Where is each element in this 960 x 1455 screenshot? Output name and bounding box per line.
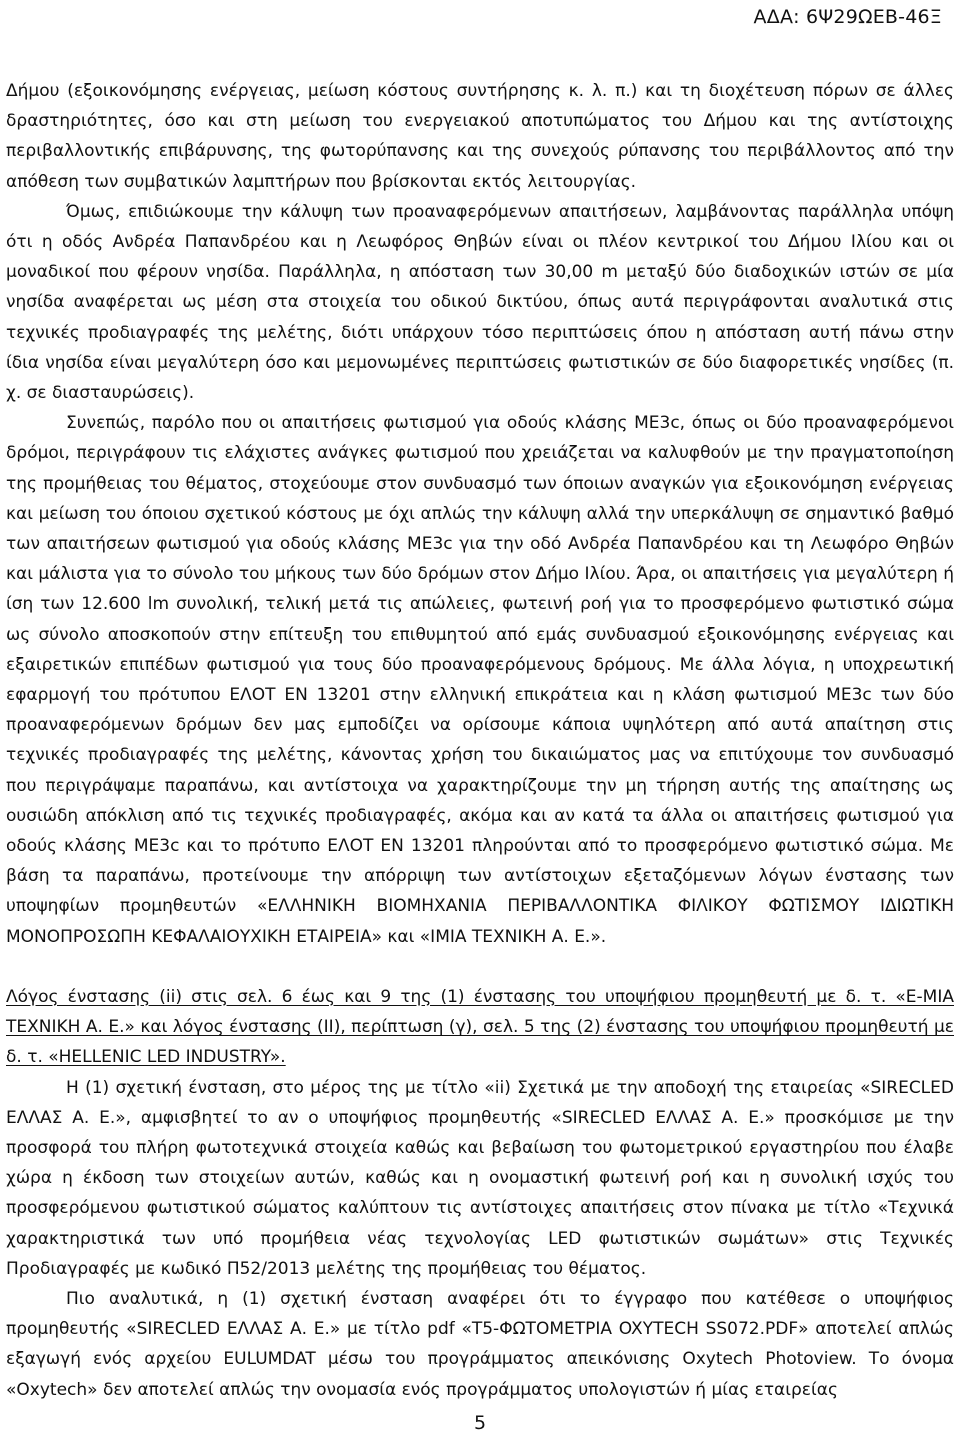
paragraph-gap bbox=[6, 952, 954, 982]
paragraph: Όμως, επιδιώκουμε την κάλυψη των προαναφερόμενων απαιτήσεων, λαμβάνοντας παράλληλα υπόψη ότι η οδός Ανδρέα Παπανδρέου και η Λεωφόρος Θηβών είναι οι πλέον κεντρικοί του Δήμου Ιλίου και οι μοναδικοί που φέρουν νησίδα. Παράλληλα, η απόσταση των 30,00 m μεταξύ δύο διαδοχικών ιστών σε μία νησίδα αναφέρεται ως μέση στα στοιχεία του οδικού δικτύου, όπως αυτά περιγράφονται αναλυτικά στις τεχνικές προδιαγραφές της μελέτης, διότι υπάρχουν τόσο περιπτώσεις όπου η απόσταση αυτή πάνω στην ίδια νησίδα είναι μεγαλύτερη όσο και μεμονωμένες περιπτώσεις φωτιστικών σε δύο διαφορετικές νησίδες (π. χ. σε διασταυρώσεις). bbox=[6, 201, 954, 404]
paragraph: Η (1) σχετική ένσταση, στο μέρος της με τίτλο «ii) Σχετικά με την αποδοχή της εταιρείας «SIRECLED ΕΛΛΑΣ Α. Ε.», αμφισβητεί το αν ο υποψήφιος προμηθευτής «SIRECLED ΕΛΛΑΣ Α. Ε.» προσκόμισε με την προσφορά του πλήρη φωτοτεχνικά στοιχεία καθώς και βεβαίωση του φωτομετρικού εργαστηρίου που έλαβε χώρα η έκδοση των στοιχείων αυτών, καθώς και η ονομαστική φωτεινή ροή και η συνολική ισχύς του προσφερόμενου φωτιστικού σώματος καλύπτουν τις αντίστοιχες απαιτήσεις στον πίνακα με τίτλο «Τεχνικά χαρακτηριστικά των υπό προμήθεια νέας τεχνολογίας LED φωτιστικών σωμάτων» στις Τεχνικές Προδιαγραφές με κωδικό Π52/2013 μελέτης της προμήθειας του θέματος. bbox=[6, 1077, 954, 1279]
paragraph: Δήμου (εξοικονόμησης ενέργειας, μείωση κόστους συντήρησης κ. λ. π.) και τη διοχέτευση πόρων σε άλλες δραστηριότητες, όσο και στη μείωση του ενεργειακού αποτυπώματος του Δήμου και της αντίστοιχης περιβαλλοντικής επιβάρυνσης, της φωτορύπανσης και της συνεχούς ρύπανσης του περιβάλλοντος από την απόθεση των συμβατικών λαμπτήρων που βρίσκονται εκτός λειτουργίας. bbox=[6, 81, 954, 192]
section-heading: Λόγος ένστασης (ii) στις σελ. 6 έως και 9 της (1) ένστασης του υποψήφιου προμηθευτή με δ. τ. «Ε-ΜΙΑ ΤΕΧΝΙΚΗ Α. Ε.» και λόγος ένστασης (ΙΙ), περίπτωση (γ), σελ. 5 της (2) ένστασης του υποψήφιου προμηθευτή με δ. τ. «HELLENIC LED INDUSTRY». bbox=[6, 986, 954, 1068]
paragraph: Πιο αναλυτικά, η (1) σχετική ένσταση αναφέρει ότι το έγγραφο που κατέθεσε ο υποψήφιος προμηθευτής «SIRECLED ΕΛΛΑΣ Α. Ε.» με τίτλο pdf «Τ5-ΦΩΤΟΜΕΤΡΙΑ OXYTECH SS072.PDF» αποτελεί απλώς εξαγωγή ενός αρχείου EULUMDAT μέσω του προγράμματος απεικόνισης Oxytech Photoview. Το όνομα «Oxytech» δεν αποτελεί απλώς την ονομασία ενός προγράμματος υπολογιστών ή μίας εταιρείας bbox=[6, 1288, 954, 1400]
ada-identifier: ΑΔΑ: 6Ψ29ΩΕΒ-46Ξ bbox=[753, 6, 942, 28]
document-body bbox=[6, 76, 954, 1405]
page-number: 5 bbox=[473, 1412, 487, 1434]
paragraph: Συνεπώς, παρόλο που οι απαιτήσεις φωτισμού για οδούς κλάσης ΜΕ3c, όπως οι δύο προαναφερόμενοι δρόμοι, περιγράφουν τις ελάχιστες ανάγκες φωτισμού που χρειάζεται να καλυφθούν με την πραγματοποίηση της προμήθειας του θέματος, στοχεύουμε στον συνδυασμό των όποιων αναγκών για εξοικονόμηση ενέργειας και μείωση του όποιου σχετικού κόστους με όχι απλώς την κάλυψη αλλά την υπερκάλυψη σε σημαντικό βαθμό των απαιτήσεων φωτισμού για οδούς κλάσης ΜΕ3c για την οδό Ανδρέα Παπανδρέου και τη Λεωφόρο Θηβών και μάλιστα για το σύνολο του μήκους των δύο δρόμων στον Δήμο Ιλίου. Άρα, οι απαιτήσεις για μεγαλύτερη ή ίση των 12.600 lm συνολική, τελική μετά τις απώλειες, φωτεινή ροή για το προσφερόμενο φωτιστικό σώμα ως σύνολο αποσκοπούν στην επίτευξη του επιθυμητού από εμάς συνδυασμού εξοικονόμησης ενέργειας και εξαιρετικών επιπέδων φωτισμού για τους δύο προαναφερόμενους δρόμους. Με άλλα λόγια, η υποχρεωτική εφαρμογή του πρότυπου ΕΛΟΤ ΕΝ 13201 στην ελληνική επικράτεια και η κλάση φωτισμού ΜΕ3c των δύο προαναφερόμενων δρόμων δεν μας εμποδίζει να ορίσουμε κάποια υψηλότερη από αυτά απαίτηση στις τεχνικές προδιαγραφές της μελέτης, κάνοντας χρήση του δικαιώματος μας να επιτύχουμε τον συνδυασμό που περιγράψαμε παραπάνω, και αντίστοιχα να χαρακτηρίζουμε την μη τήρηση αυτής της απαίτησης ως ουσιώδη απόκλιση από τις τεχνικές προδιαγραφές, ακόμα και αν κατά τα άλλα οι απαιτήσεις φωτισμού για οδούς κλάσης ΜΕ3c και το πρότυπο ΕΛΟΤ ΕΝ 13201 πληρούνται από το προσφερόμενο φωτιστικό σώμα. Με βάση τα παραπάνω, προτείνουμε την απόρριψη των αντίστοιχων εξεταζόμενων λόγων ένστασης των υποψηφίων προμηθευτών «ΕΛΛΗΝΙΚΗ ΒΙΟΜΗΧΑΝΙΑ ΠΕΡΙΒΑΛΛΟΝΤΙΚΑ ΦΙΛΙΚΟΥ ΦΩΤΙΣΜΟΥ ΙΔΙΩΤΙΚΗ ΜΟΝΟΠΡΟΣΩΠΗ ΚΕΦΑΛΑΙΟΥΧΙΚΗ ΕΤΑΙΡΕΙΑ» και «ΙΜΙΑ ΤΕΧΝΙΚΗ Α. Ε.». bbox=[6, 413, 954, 947]
